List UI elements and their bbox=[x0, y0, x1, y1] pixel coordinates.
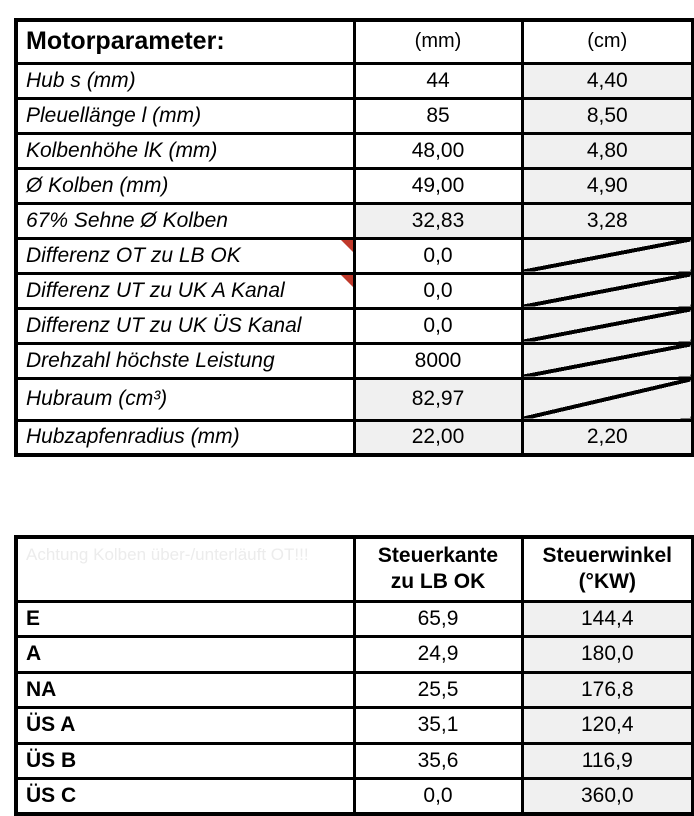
value-mm-cell: 85 bbox=[354, 98, 522, 133]
value-cm-cell bbox=[522, 238, 693, 273]
value-cm-cell: 4,90 bbox=[522, 168, 693, 203]
steuerkante-header-line2: zu LB OK bbox=[390, 570, 486, 594]
steuerwinkel-header-line2: (°KW) bbox=[578, 570, 636, 594]
comment-indicator-icon bbox=[341, 275, 353, 287]
value-mm-cell: 49,00 bbox=[354, 168, 522, 203]
timing-label-cell: ÜS C bbox=[16, 779, 354, 815]
steuerzeiten-header-row bbox=[16, 537, 693, 601]
value-cm-cell: 4,40 bbox=[522, 63, 693, 98]
timing-row bbox=[16, 601, 693, 637]
parameter-label: Hubzapfenradius (mm) bbox=[26, 425, 240, 449]
steuerkante-value-cell: 65,9 bbox=[354, 601, 522, 637]
value-mm-cell: 32,83 bbox=[354, 203, 522, 238]
parameter-row bbox=[16, 273, 693, 308]
steuerwinkel-header bbox=[522, 537, 693, 601]
parameter-label-cell bbox=[16, 168, 354, 203]
parameter-label: Differenz OT zu LB OK bbox=[26, 243, 241, 267]
value-mm-cell: 48,00 bbox=[354, 133, 522, 168]
value-cm-cell: 8,50 bbox=[522, 98, 693, 133]
value-cm-cell bbox=[522, 308, 693, 343]
parameter-label: Hubraum (cm³) bbox=[26, 387, 168, 410]
parameter-label: Hub s (mm) bbox=[26, 68, 136, 92]
steuerwinkel-value-cell: 120,4 bbox=[522, 708, 693, 744]
timing-label-cell: E bbox=[16, 601, 354, 637]
parameter-row bbox=[16, 378, 693, 420]
parameter-label: Kolbenhöhe lK (mm) bbox=[26, 138, 218, 162]
steuerwinkel-value-cell: 144,4 bbox=[522, 601, 693, 637]
unit-header-cm: (cm) bbox=[522, 20, 693, 63]
parameter-row bbox=[16, 133, 693, 168]
table-title: Motorparameter: bbox=[16, 20, 354, 63]
timing-label-cell: ÜS B bbox=[16, 743, 354, 779]
steuerkante-header-line1: Steuerkante bbox=[377, 544, 499, 567]
parameter-label-cell bbox=[16, 63, 354, 98]
parameter-row bbox=[16, 203, 693, 238]
value-cm-cell: 2,20 bbox=[522, 420, 693, 455]
parameter-row bbox=[16, 238, 693, 273]
steuerkante-value-cell: 25,5 bbox=[354, 672, 522, 708]
parameter-label-cell bbox=[16, 98, 354, 133]
parameter-label-cell bbox=[16, 378, 354, 420]
parameter-label-cell bbox=[16, 203, 354, 238]
parameter-label-cell bbox=[16, 308, 354, 343]
parameter-row bbox=[16, 420, 693, 455]
value-cm-cell: 3,28 bbox=[522, 203, 693, 238]
parameter-label: Differenz UT zu UK ÜS Kanal bbox=[26, 313, 302, 337]
timing-row bbox=[16, 743, 693, 779]
value-mm-cell: 82,97 bbox=[354, 378, 522, 420]
parameter-label: Ø Kolben (mm) bbox=[26, 173, 169, 197]
steuerwinkel-value-cell: 176,8 bbox=[522, 672, 693, 708]
parameter-label: Pleuellänge l (mm) bbox=[26, 103, 202, 127]
steuerwinkel-header-line1: Steuerwinkel bbox=[542, 544, 673, 567]
parameter-row bbox=[16, 343, 693, 378]
timing-row bbox=[16, 779, 693, 815]
parameter-label-cell bbox=[16, 343, 354, 378]
value-mm-cell: 0,0 bbox=[354, 308, 522, 343]
steuerkante-value-cell: 35,1 bbox=[354, 708, 522, 744]
parameter-label-cell bbox=[16, 273, 354, 308]
parameter-row bbox=[16, 168, 693, 203]
value-cm-cell bbox=[522, 378, 693, 420]
value-mm-cell: 0,0 bbox=[354, 273, 522, 308]
parameter-label-cell bbox=[16, 420, 354, 455]
parameter-label-cell bbox=[16, 133, 354, 168]
parameter-label: 67% Sehne Ø Kolben bbox=[26, 208, 228, 232]
steuerkante-value-cell: 35,6 bbox=[354, 743, 522, 779]
parameter-label: Differenz UT zu UK A Kanal bbox=[26, 278, 285, 302]
steuerwinkel-value-cell: 180,0 bbox=[522, 637, 693, 673]
comment-indicator-icon bbox=[341, 240, 353, 252]
motorparameter-table bbox=[14, 18, 694, 457]
timing-label-cell: NA bbox=[16, 672, 354, 708]
value-mm-cell: 22,00 bbox=[354, 420, 522, 455]
steuerkante-value-cell: 0,0 bbox=[354, 779, 522, 815]
value-cm-cell bbox=[522, 273, 693, 308]
timing-row bbox=[16, 708, 693, 744]
unit-header-mm: (mm) bbox=[354, 20, 522, 63]
parameter-label: Drehzahl höchste Leistung bbox=[26, 348, 275, 372]
steuerkante-header bbox=[354, 537, 522, 601]
value-cm-cell bbox=[522, 343, 693, 378]
steuerwinkel-value-cell: 116,9 bbox=[522, 743, 693, 779]
value-mm-cell: 8000 bbox=[354, 343, 522, 378]
steuerzeiten-table bbox=[14, 535, 694, 816]
timing-label-cell: ÜS A bbox=[16, 708, 354, 744]
warning-note: Achtung Kolben über-/unterläuft OT!!! bbox=[16, 537, 354, 601]
steuerkante-value-cell: 24,9 bbox=[354, 637, 522, 673]
parameter-row bbox=[16, 308, 693, 343]
value-cm-cell: 4,80 bbox=[522, 133, 693, 168]
steuerwinkel-value-cell: 360,0 bbox=[522, 779, 693, 815]
parameter-row bbox=[16, 98, 693, 133]
timing-label-cell: A bbox=[16, 637, 354, 673]
parameter-label-cell bbox=[16, 238, 354, 273]
motorparameter-header-row bbox=[16, 20, 693, 63]
timing-row bbox=[16, 672, 693, 708]
value-mm-cell: 0,0 bbox=[354, 238, 522, 273]
timing-row bbox=[16, 637, 693, 673]
value-mm-cell: 44 bbox=[354, 63, 522, 98]
parameter-row bbox=[16, 63, 693, 98]
